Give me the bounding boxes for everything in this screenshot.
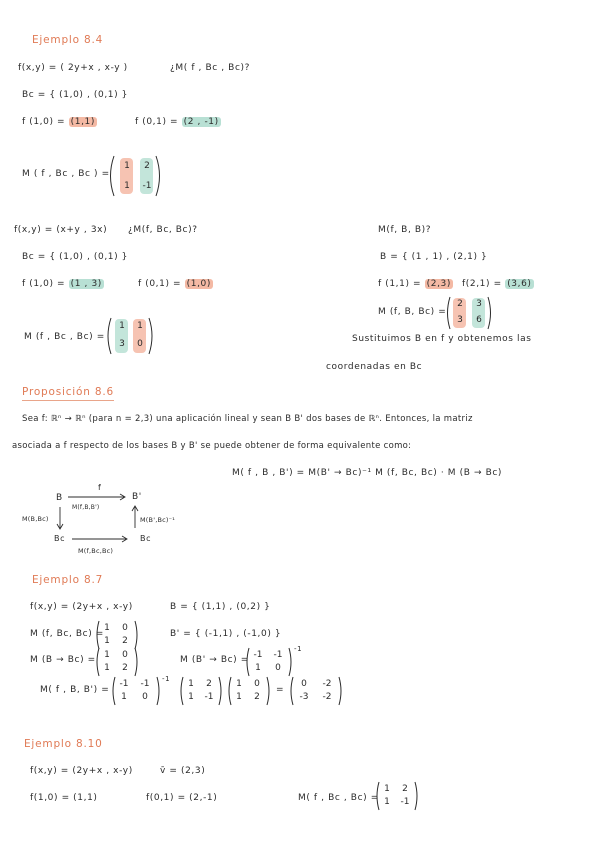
f-of-e1: f (1,0) = (1,1) — [22, 117, 95, 127]
m-f-b-bprime-label: M( f , B, B') = — [40, 685, 110, 695]
m-b-bc-label: M (B → Bc) = — [30, 655, 96, 665]
basis-b: B = { (1 , 1) , (2,1) } — [380, 252, 488, 262]
m-f-bc-bc-label-8-7: M (f, Bc, Bc) = — [30, 629, 104, 639]
matrix-m-f-b-bc: 2 3 3 6 — [444, 296, 494, 330]
inverse-exponent: -1 — [294, 645, 303, 653]
f-of-e1-8-10: f(1,0) = (1,1) — [30, 793, 98, 803]
proposition-text-line-2: asociada a f respecto de los bases B y B' se puede obtener de forma equivalente como: — [12, 441, 412, 451]
diagram-top-label: M(f,B,B') — [72, 504, 100, 511]
matrix-r3: 1 0 1 2 — [226, 676, 272, 706]
basis-b-8-7: B = { (1,1) , (0,2) } — [170, 602, 271, 612]
example-8-10-title: Ejemplo 8.10 — [24, 738, 103, 750]
diagram-f-label: f — [98, 483, 102, 492]
canonical-basis: Bc = { (1,0) , (0,1) } — [22, 90, 129, 100]
matrix-label-2: M (f , Bc , Bc) = — [24, 332, 105, 342]
matrix-result: 0 -2 -3 -2 — [288, 676, 344, 706]
vector-v: v̄ = (2,3) — [160, 766, 206, 776]
function-definition-8-7: f(x,y) = (2y+x , x-y) — [30, 602, 133, 612]
f-of-b1: f (1,1) = (2,3) — [378, 279, 451, 289]
question: ¿M( f , Bc , Bc)? — [170, 63, 250, 73]
f-of-b2: f(2,1) = (3,6) — [462, 279, 532, 289]
basis-b-prime-8-7: B' = { (-1,1) , (-1,0) } — [170, 629, 282, 639]
function-definition: f(x,y) = ( 2y+x , x-y ) — [18, 63, 128, 73]
canonical-basis-2: Bc = { (1,0) , (0,1) } — [22, 252, 129, 262]
m-b-prime-bc-label: M (B' → Bc) = — [180, 655, 249, 665]
matrix-m-f-bc-bc-2: 1 1 3 0 — [104, 316, 156, 356]
matrix-m-f-bc-bc-8-10: 1 2 1 -1 — [374, 781, 420, 811]
matrix-m-f-bc-bc: 1 2 1 -1 — [106, 154, 164, 198]
question-2: ¿M(f, Bc, Bc)? — [128, 225, 198, 235]
matrix-r1: -1 -1 1 0 — [110, 676, 162, 706]
equals-sign: = — [276, 685, 285, 695]
example-8-4-title: Ejemplo 8.4 — [32, 34, 104, 46]
proposition-formula: M( f , B , B') = M(B' → Bc)⁻¹ M (f, Bc, Bc) · M (B → Bc) — [232, 468, 503, 478]
note-line-2: coordenadas en Bc — [326, 362, 423, 372]
diagram-node-b: B — [56, 493, 63, 503]
matrix-m-b-bc: 1 0 1 2 — [94, 647, 140, 677]
diagram-node-b-prime: B' — [132, 492, 142, 502]
f-of-e2-8-10: f(0,1) = (2,-1) — [146, 793, 218, 803]
example-8-7-title: Ejemplo 8.7 — [32, 574, 104, 586]
diagram-left-label: M(B,Bc) — [22, 515, 49, 523]
function-definition-8-10: f(x,y) = (2y+x , x-y) — [30, 766, 133, 776]
matrix-label-8-10: M( f , Bc , Bc) = — [298, 793, 379, 803]
matrix-m-b-prime-bc: -1 -1 1 0 — [244, 647, 294, 677]
diagram-right-label: M(B',Bc)⁻¹ — [140, 516, 176, 524]
f-of-e2-2: f (0,1) = (1,0) — [138, 279, 211, 289]
f-of-e1-2: f (1,0) = (1 , 3) — [22, 279, 102, 289]
proposition-text-line-1: Sea f: ℝⁿ → ℝⁿ (para n = 2,3) una aplicación lineal y sean B B' dos bases de ℝⁿ. Entonces, la matriz — [22, 414, 473, 424]
matrix-label-3: M (f, B, Bc) = — [378, 307, 447, 317]
question-3: M(f, B, B)? — [378, 225, 432, 235]
diagram-node-bc-2: Bc — [140, 534, 152, 543]
r1-inverse-exponent: -1 — [162, 675, 171, 683]
note-line-1: Sustituimos B en f y obtenemos las — [352, 334, 532, 344]
proposition-8-6-title: Proposición 8.6 — [22, 386, 114, 401]
diagram-node-bc-1: Bc — [54, 534, 66, 543]
f-of-e2: f (0,1) = (2 , -1) — [135, 117, 219, 127]
matrix-m-f-bc-bc-8-7: 1 0 1 2 — [94, 620, 140, 650]
diagram-bottom-label: M(f,Bc,Bc) — [78, 547, 114, 555]
function-definition-2: f(x,y) = (x+y , 3x) — [14, 225, 108, 235]
matrix-r2: 1 2 1 -1 — [178, 676, 224, 706]
matrix-label: M ( f , Bc , Bc ) = — [22, 169, 110, 179]
